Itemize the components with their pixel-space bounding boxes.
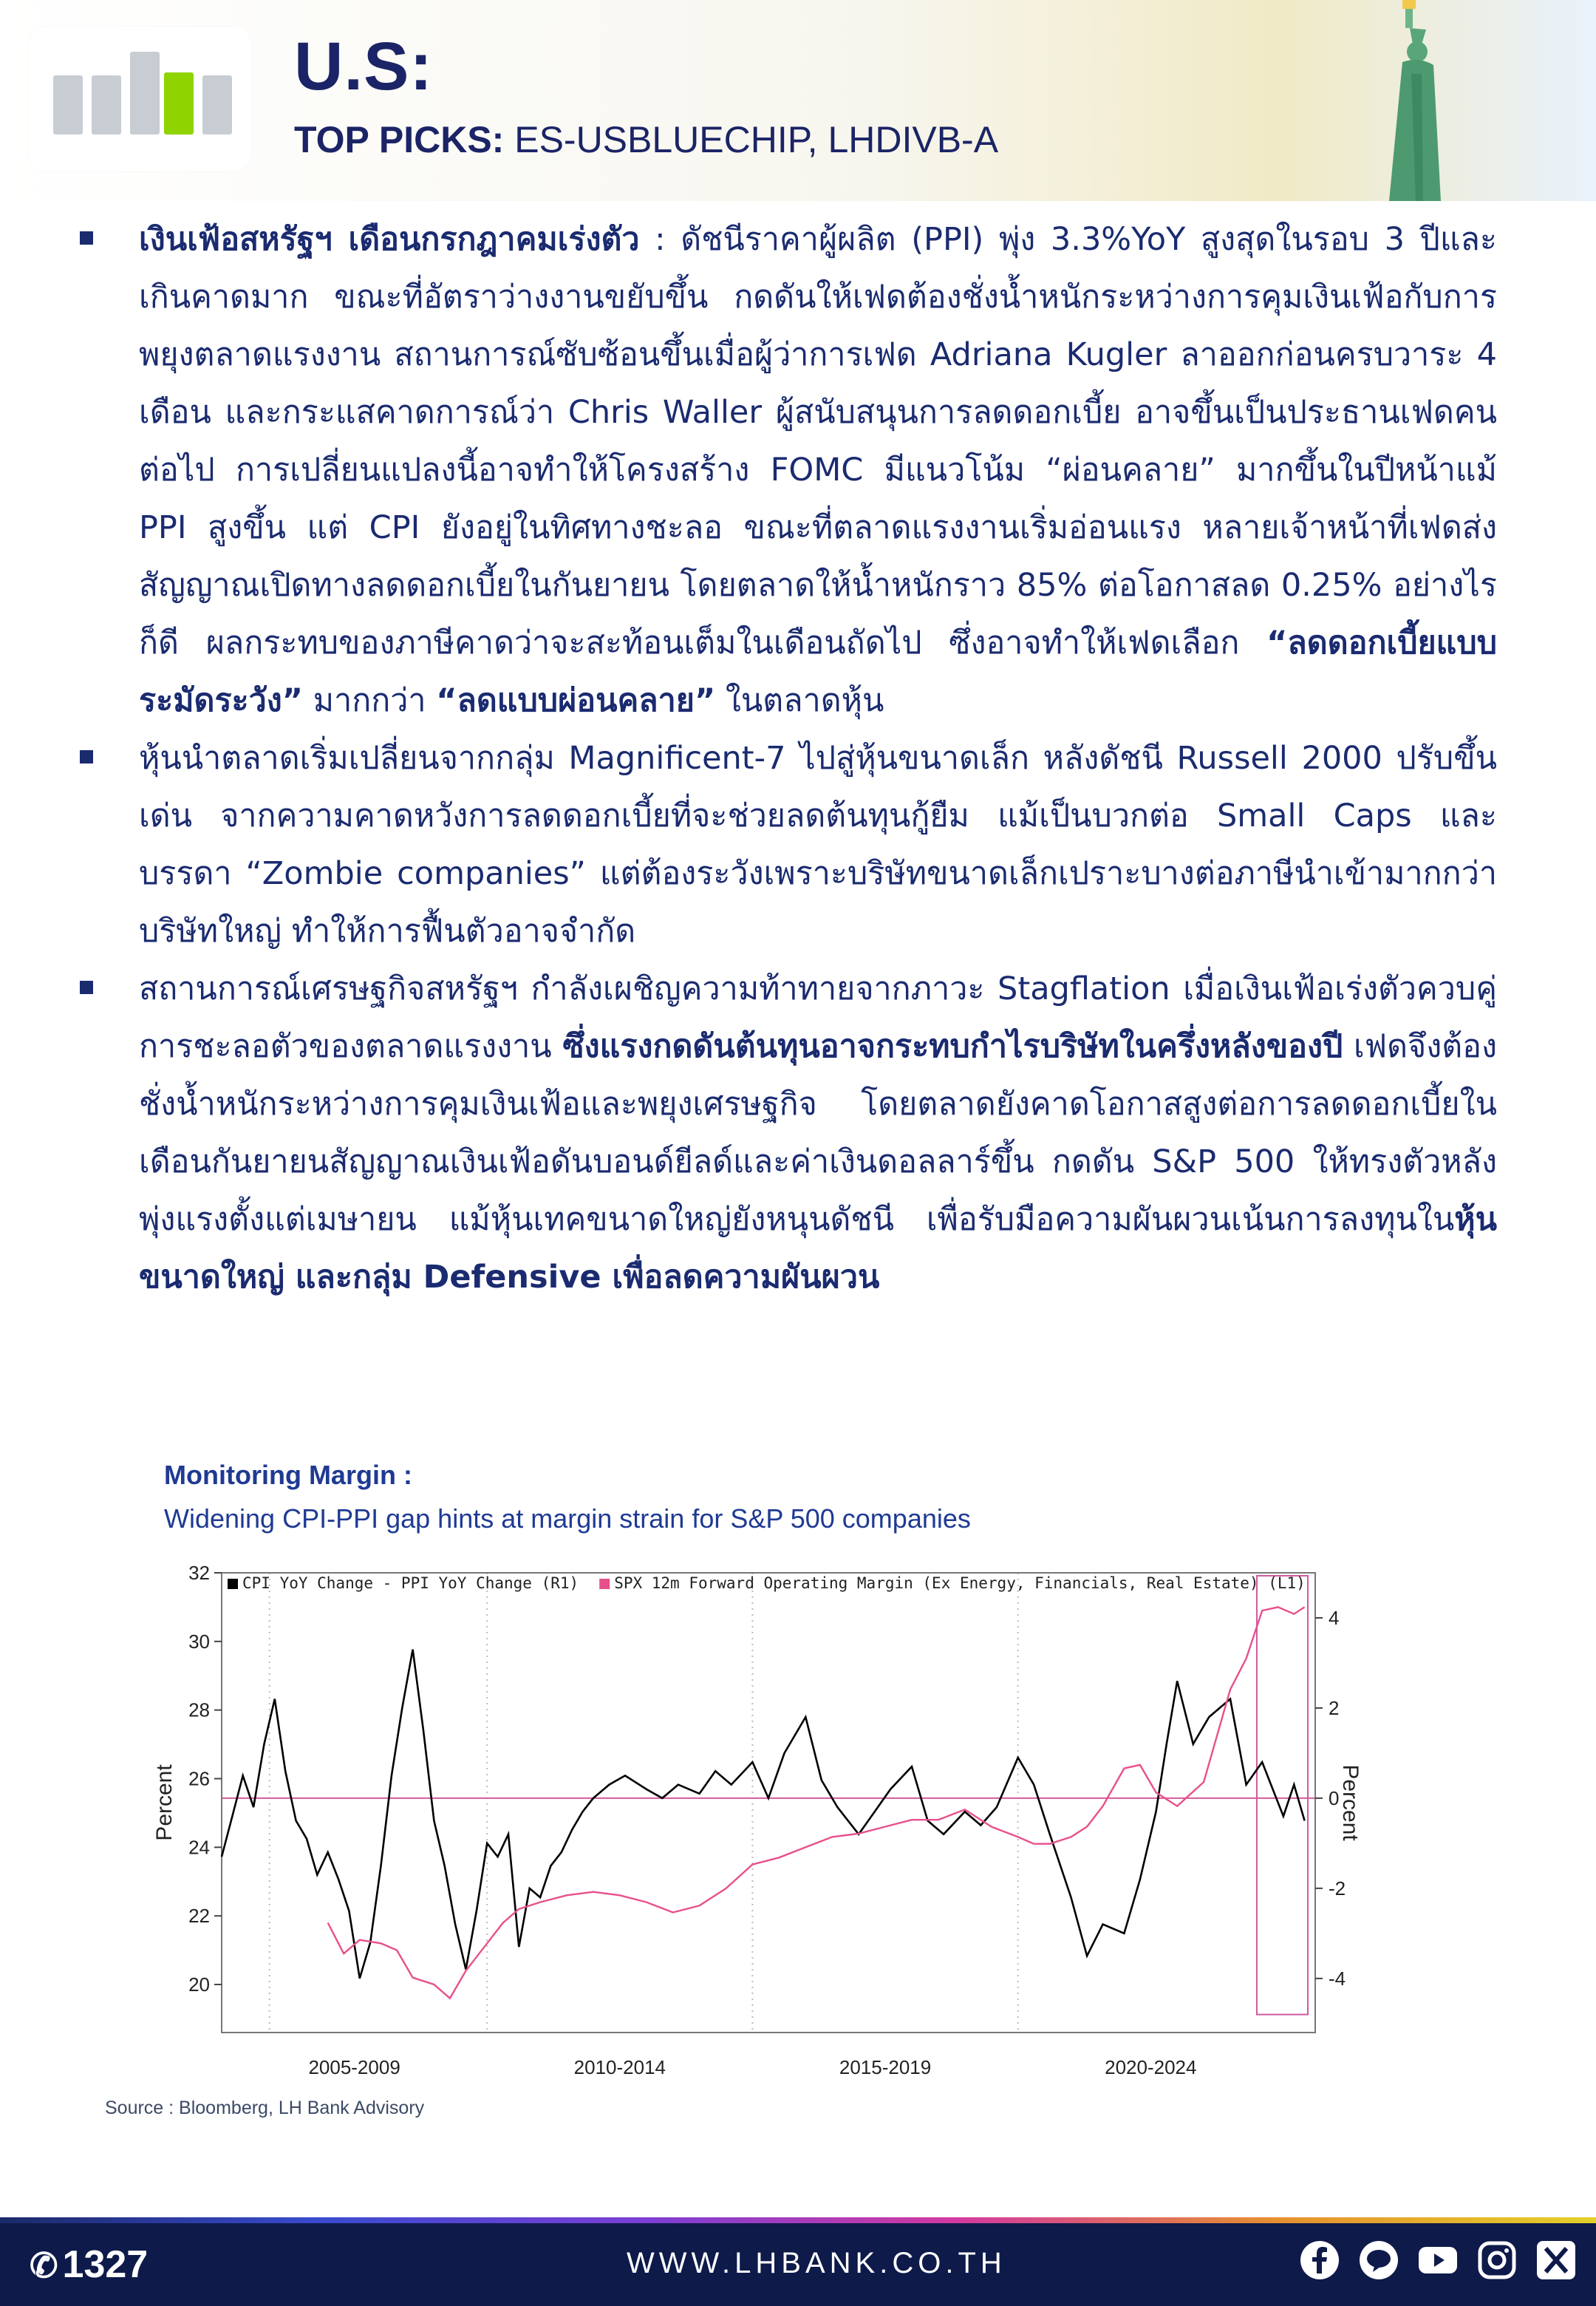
line-icon[interactable]	[1357, 2238, 1401, 2282]
logo-bar	[202, 75, 232, 135]
right-axis-tick-label: 0	[1329, 1786, 1340, 1809]
paragraph-stagflation	[71, 960, 1497, 1306]
x-tick-label: 2010-2014	[573, 2056, 666, 2078]
left-axis-tick-label: 32	[188, 1562, 210, 1584]
paragraph-lead: เงินเฟ้อสหรัฐฯ เดือนกรกฎาคมเร่งตัว	[139, 221, 640, 258]
brand-logo	[28, 27, 251, 171]
logo-bar	[92, 75, 121, 135]
logo-bar	[130, 52, 160, 135]
left-axis-tick-label: 28	[188, 1698, 210, 1721]
commentary	[71, 211, 1497, 1306]
bullet-icon	[80, 231, 93, 245]
legend-swatch	[599, 1579, 610, 1589]
logo-bar	[53, 75, 83, 135]
paragraph-small-caps	[71, 729, 1497, 960]
right-axis-tick-label: -2	[1329, 1877, 1346, 1899]
facebook-icon[interactable]	[1297, 2238, 1342, 2282]
top-picks-label: TOP PICKS:	[294, 119, 505, 160]
bullet-icon	[80, 750, 93, 763]
paragraph-emphasis: “ลดแบบผ่อนคลาย”	[436, 682, 716, 719]
x-tick-label: 2020-2024	[1105, 2056, 1197, 2078]
top-picks-funds: ES-USBLUECHIP, LHDIVB-A	[504, 119, 999, 160]
footer-stripe	[0, 2217, 1596, 2223]
bullet-icon	[80, 981, 93, 994]
chart-subtitle: Widening CPI-PPI gap hints at margin strain for S&P 500 companies	[164, 1503, 971, 1534]
paragraph-emphasis: “ลดดอกเบี้ยแบบระมัดระวัง”	[139, 625, 1497, 719]
margin-chart	[148, 1552, 1363, 2084]
left-axis-tick-label: 30	[188, 1630, 210, 1653]
legend-entry: SPX 12m Forward Operating Margin (Ex Energy, Financials, Real Estate) (L1)	[614, 1574, 1306, 1592]
phone-icon: ✆	[30, 2246, 58, 2285]
top-picks	[294, 118, 998, 161]
left-axis-tick-label: 22	[188, 1905, 210, 1928]
chart-background	[148, 1552, 1360, 2084]
chart-source: Source : Bloomberg, LH Bank Advisory	[105, 2098, 425, 2118]
hotline-number: 1327	[62, 2243, 149, 2286]
paragraph-inflation	[71, 211, 1497, 729]
paragraph-text: ในตลาดหุ้น	[715, 682, 884, 719]
legend-entry: CPI YoY Change - PPI YoY Change (R1)	[242, 1574, 579, 1592]
paragraph-text: เฟดจึงต้องชั่งน้ำหนักระหว่างการคุมเงินเฟ้อและพยุงเศรษฐกิจ โดยตลาดยังคาดโอกาสสูงต่อการลดดอกเบี้ยในเดือนกันยายนสัญญาณเงินเฟ้อดันบอนด์ยีลด์และค่าเงินดอลลาร์ขึ้น กดดัน S&P 500 ให้ทรงตัวหลังพุ่งแรงตั้งแต่เมษายน แม้หุ้นเทคขนาดใหญ่ยังหนุนดัชนี เพื่อรับมือความผันผวนเน้นการลงทุนใน	[139, 1028, 1497, 1238]
left-axis-tick-label: 20	[188, 1973, 210, 1996]
paragraph-text: มากกว่า	[303, 682, 437, 719]
left-axis-label: Percent	[152, 1764, 177, 1841]
paragraph-emphasis: ซึ่งแรงกดดันต้นทุนอาจกระทบกำไรบริษัทในครึ่งหลังของปี	[562, 1028, 1343, 1065]
logo-bar-accent	[164, 72, 194, 135]
page-title: U.S:	[294, 29, 433, 104]
website-link[interactable]: WWW.LHBANK.CO.TH	[627, 2247, 1006, 2279]
paragraph-text: หุ้นนำตลาดเริ่มเปลี่ยนจากกลุ่ม Magnificent-7 ไปสู่หุ้นขนาดเล็ก หลังดัชนี Russell 2000 ปรับขึ้นเด่น จากความคาดหวังการลดดอกเบี้ยที่จะช่วยลดต้นทุนกู้ยืม แม้เป็นบวกต่อ Small Caps และบรรดา “Zombie companies” แต่ต้องระวังเพราะบริษัทขนาดเล็กเปราะบางต่อภาษีนำเข้ามากกว่าบริษัทใหญ่ ทำให้การฟื้นตัวอาจจำกัด	[139, 740, 1497, 950]
paragraph-emphasis: หุ้นขนาดใหญ่ และกลุ่ม Defensive เพื่อลดความผันผวน	[139, 1201, 1497, 1296]
hotline[interactable]	[30, 2242, 148, 2287]
left-axis-tick-label: 26	[188, 1767, 210, 1790]
chart-title: Monitoring Margin :	[164, 1460, 412, 1490]
page-header	[0, 0, 1596, 201]
paragraph-text: สถานการณ์เศรษฐกิจสหรัฐฯ กำลังเผชิญความท้าทายจากภาวะ Stagflation เมื่อเงินเฟ้อเร่งตัวควบคู่การชะลอตัวของตลาดแรงงาน	[139, 970, 1497, 1065]
left-axis-tick-label: 24	[188, 1836, 210, 1859]
right-axis-tick-label: -4	[1329, 1967, 1346, 1990]
instagram-icon[interactable]	[1475, 2238, 1519, 2282]
x-icon[interactable]	[1534, 2238, 1578, 2282]
page-footer	[0, 2217, 1596, 2306]
x-tick-label: 2005-2009	[308, 2056, 400, 2078]
paragraph-text: : ดัชนีราคาผู้ผลิต (PPI) พุ่ง 3.3%YoY สูงสุดในรอบ 3 ปีและเกินคาดมาก ขณะที่อัตราว่างงานขยับขึ้น กดดันให้เฟดต้องชั่งน้ำหนักระหว่างการคุมเงินเฟ้อกับการพยุงตลาดแรงงาน สถานการณ์ซับซ้อนขึ้นเมื่อผู้ว่าการเฟด Adriana Kugler ลาออกก่อนครบวาระ 4 เดือน และกระแสคาดการณ์ว่า Chris Waller ผู้สนับสนุนการลดดอกเบี้ย อาจขึ้นเป็นประธานเฟดคนต่อไป การเปลี่ยนแปลงนี้อาจทำให้โครงสร้าง FOMC มีแนวโน้ม “ผ่อนคลาย” มากขึ้นในปีหน้าแม้ PPI สูงขึ้น แต่ CPI ยังอยู่ในทิศทางชะลอ ขณะที่ตลาดแรงงานเริ่มอ่อนแรง หลายเจ้าหน้าที่เฟดส่งสัญญาณเปิดทางลดดอกเบี้ยในกันยายน โดยตลาดให้น้ำหนักราว 85% ต่อโอกาสลด 0.25% อย่างไรก็ดี ผลกระทบของภาษีคาดว่าจะสะท้อนเต็มในเดือนถัดไป ซึ่งอาจทำให้เฟดเลือก	[139, 221, 1498, 661]
right-axis-tick-label: 4	[1329, 1606, 1340, 1629]
legend-swatch	[228, 1579, 238, 1589]
right-axis-label: Percent	[1338, 1764, 1363, 1841]
youtube-icon[interactable]	[1416, 2238, 1460, 2282]
statue-of-liberty-icon	[1360, 0, 1463, 201]
x-tick-label: 2015-2019	[839, 2056, 932, 2078]
right-axis-tick-label: 2	[1329, 1696, 1340, 1719]
